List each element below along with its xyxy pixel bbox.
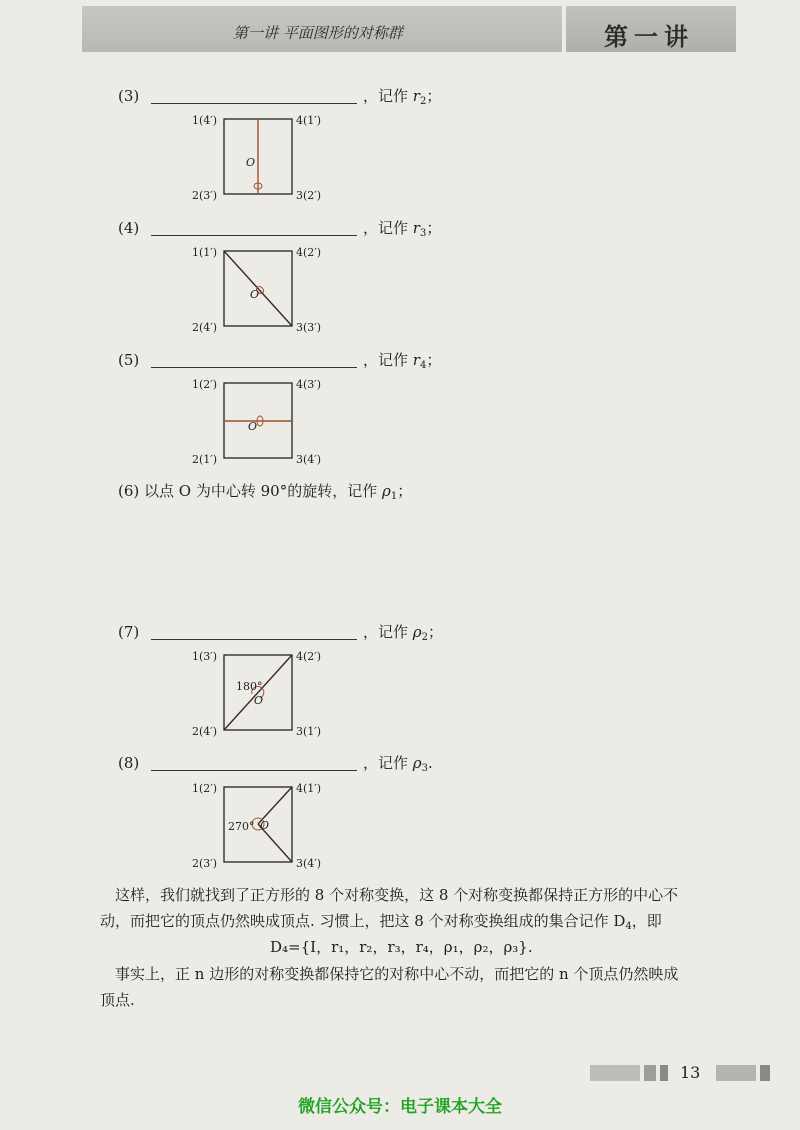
answer-blank [151,235,357,236]
vertex-label-bl: 2(1′) [192,453,218,466]
footer-bar-2 [644,1065,656,1081]
symbol: r [412,219,420,237]
vertex-label-tl: 1(2′) [192,378,218,391]
item-number: (7) [118,623,140,641]
formula-d4: D₄={I，r₁，r₂，r₃，r₄，ρ₁，ρ₂，ρ₃}. [270,938,533,956]
paragraph-2-line-1: 事实上，正 n 边形的对称变换都保持它的对称中心不动，而把它的 n 个顶点仍然映成 [115,965,679,983]
header-chapter: 第一讲 [604,22,694,51]
square-figure-3 [190,110,340,210]
symbol-subscript: 4 [419,360,427,371]
vertex-label-tl: 1(2′) [192,782,218,795]
item-label [363,218,441,244]
punct: ； [426,219,442,237]
symbol-subscript: 3 [419,228,427,239]
footer-bar-3 [660,1065,668,1081]
vertex-label-tl: 1(1′) [192,246,218,259]
footer-bar-1 [590,1065,640,1081]
vertex-label-tr: 4(2′) [296,246,322,259]
punct: ； [426,351,442,369]
wechat-watermark: 微信公众号：电子课本大全 [298,1097,502,1117]
center-label: O [246,156,256,169]
vertex-label-tl: 1(3′) [192,650,218,663]
square-figure-5 [190,374,340,474]
square-figure-8 [190,778,340,878]
paragraph-2-line-2: 顶点. [100,991,135,1009]
paragraph-1-line-1: 这样，我们就找到了正方形的 8 个对称变换，这 8 个对称变换都保持正方形的中心不 [115,886,679,904]
record-text: ，记作 [363,623,409,641]
item-number: (5) [118,351,140,369]
paragraph-text: 动，而把它的顶点仍然映成顶点. 习惯上，把这 8 个对称变换组成的集合记作 D [100,912,626,930]
punct: ； [428,623,444,641]
item-label [363,86,441,112]
vertex-label-bl: 2(4′) [192,321,218,334]
vertex-label-tr: 4(1′) [296,782,322,795]
record-text: ，记作 [363,754,409,772]
record-text: ，记作 [363,219,409,237]
symbol-subscript: 1 [390,491,398,502]
item-number: (8) [118,754,140,772]
item-label [363,753,433,779]
header-title: 第一讲 平面图形的对称群 [233,24,403,42]
subscript: 4 [625,921,632,932]
vertex-label-br: 3(1′) [296,725,322,738]
symbol: r [412,87,420,105]
item-4 [118,218,448,240]
symbol-subscript: 2 [421,632,428,643]
item-number: (6) [118,482,140,500]
item-number: (4) [118,219,140,237]
center-label: O [254,694,264,707]
item-label [363,350,441,376]
answer-blank [151,770,357,771]
item-8 [118,753,448,775]
item-number: (3) [118,87,140,105]
record-text: ，记作 [363,351,409,369]
vertex-label-bl: 2(4′) [192,725,218,738]
square-figure-4 [190,242,340,342]
item-text: 以点 O 为中心转 90°的旋转，记作 [144,482,382,500]
vertex-label-tr: 4(3′) [296,378,322,391]
symbol-subscript: 3 [421,763,428,774]
center-label: O [250,288,260,301]
vertex-label-bl: 2(3′) [192,857,218,870]
punct: . [428,754,433,772]
punct: ； [426,87,442,105]
vertex-label-tr: 4(2′) [296,650,322,663]
symbol: ρ [412,754,422,772]
center-label: O [248,420,258,433]
symbol-subscript: 2 [419,96,427,107]
item-3 [118,86,448,108]
vertex-label-br: 3(3′) [296,321,322,334]
symbol: ρ [382,482,391,500]
answer-blank [151,103,357,104]
vertex-label-br: 3(4′) [296,857,322,870]
item-6 [118,481,438,503]
vertex-label-bl: 2(3′) [192,189,218,202]
punct: ； [397,482,413,500]
angle-label: 270° [228,820,255,833]
symbol: r [412,351,420,369]
paragraph-end: ，即 [631,912,662,930]
center-label: O [260,819,270,832]
vertex-label-tr: 4(1′) [296,114,322,127]
item-7 [118,622,448,644]
square-figure-7 [190,646,340,746]
vertex-label-br: 3(2′) [296,189,322,202]
answer-blank [151,367,357,368]
answer-blank [151,639,357,640]
record-text: ，记作 [363,87,409,105]
footer-bar-5 [760,1065,770,1081]
vertex-label-tl: 1(4′) [192,114,218,127]
angle-label: 180° [236,680,263,693]
symbol: ρ [412,623,422,641]
footer-bar-4 [716,1065,756,1081]
item-label [363,622,443,648]
item-5 [118,350,448,372]
page-number: 13 [680,1063,701,1082]
vertex-label-br: 3(4′) [296,453,322,466]
